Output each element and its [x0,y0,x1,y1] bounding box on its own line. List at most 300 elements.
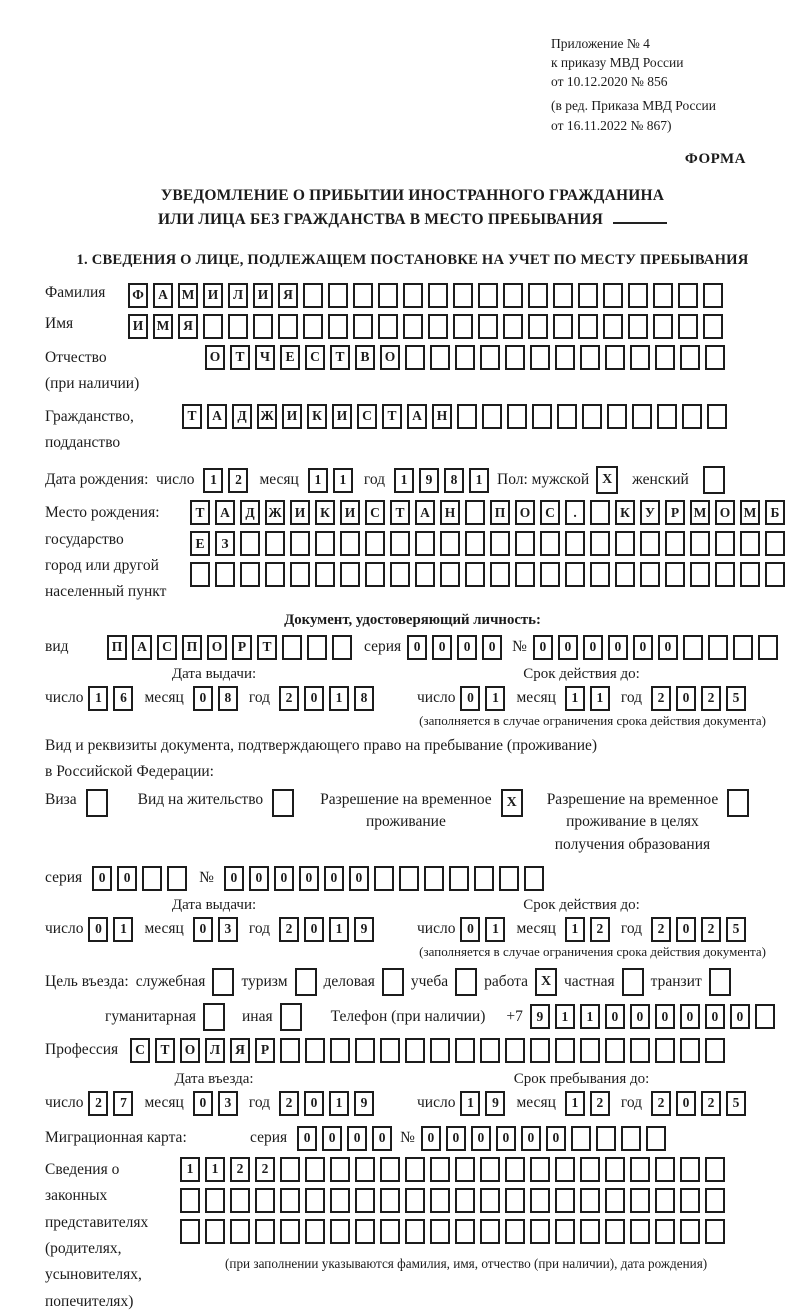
char-cell[interactable] [553,283,573,308]
char-cell[interactable] [515,531,535,556]
char-cell[interactable] [480,1219,500,1244]
char-cell[interactable]: 0 [482,635,502,660]
char-cell[interactable]: Т [382,404,402,429]
char-cell[interactable] [630,1038,650,1063]
char-cell[interactable]: О [515,500,535,525]
char-cell[interactable]: 1 [469,468,489,493]
char-cell[interactable] [478,283,498,308]
purpose-study-checkbox[interactable] [455,968,477,996]
char-cell[interactable] [646,1126,666,1151]
char-cell[interactable] [505,345,525,370]
char-cell[interactable] [355,1157,375,1182]
char-cell[interactable] [280,1157,300,1182]
char-cell[interactable]: Т [330,345,350,370]
char-cell[interactable] [680,345,700,370]
char-cell[interactable]: К [615,500,635,525]
char-cell[interactable] [680,1157,700,1182]
char-cell[interactable]: И [128,314,148,339]
char-cell[interactable]: Б [765,500,785,525]
char-cell[interactable]: 1 [88,686,108,711]
char-cell[interactable]: 0 [304,1091,324,1116]
char-cell[interactable]: 1 [555,1004,575,1029]
char-cell[interactable] [465,562,485,587]
char-cell[interactable]: 5 [726,917,746,942]
char-cell[interactable] [205,1188,225,1213]
char-cell[interactable] [430,345,450,370]
char-cell[interactable] [690,562,710,587]
char-cell[interactable] [621,1126,641,1151]
char-cell[interactable] [657,404,677,429]
char-cell[interactable] [540,562,560,587]
char-cell[interactable] [457,404,477,429]
char-cell[interactable] [630,345,650,370]
char-cell[interactable]: 0 [558,635,578,660]
char-cell[interactable]: 0 [471,1126,491,1151]
char-cell[interactable] [655,1219,675,1244]
char-cell[interactable]: 5 [726,686,746,711]
char-cell[interactable]: П [107,635,127,660]
char-cell[interactable] [682,404,702,429]
char-cell[interactable] [482,404,502,429]
char-cell[interactable] [708,635,728,660]
char-cell[interactable] [453,283,473,308]
char-cell[interactable]: 1 [485,686,505,711]
char-cell[interactable] [655,345,675,370]
char-cell[interactable] [167,866,187,891]
char-cell[interactable] [190,562,210,587]
char-cell[interactable] [615,562,635,587]
char-cell[interactable] [255,1188,275,1213]
char-cell[interactable] [332,635,352,660]
char-cell[interactable]: 0 [421,1126,441,1151]
char-cell[interactable] [330,1188,350,1213]
char-cell[interactable] [240,531,260,556]
char-cell[interactable] [390,531,410,556]
char-cell[interactable] [305,1157,325,1182]
char-cell[interactable] [380,1157,400,1182]
char-cell[interactable] [505,1038,525,1063]
char-cell[interactable]: 1 [205,1157,225,1182]
char-cell[interactable] [353,314,373,339]
char-cell[interactable] [580,1157,600,1182]
char-cell[interactable] [582,404,602,429]
char-cell[interactable] [403,283,423,308]
char-cell[interactable]: Т [155,1038,175,1063]
char-cell[interactable]: 0 [249,866,269,891]
char-cell[interactable] [474,866,494,891]
char-cell[interactable] [632,404,652,429]
char-cell[interactable] [180,1188,200,1213]
char-cell[interactable] [705,1219,725,1244]
char-cell[interactable] [330,1157,350,1182]
char-cell[interactable] [605,1038,625,1063]
char-cell[interactable]: 0 [605,1004,625,1029]
char-cell[interactable] [499,866,519,891]
char-cell[interactable] [715,562,735,587]
char-cell[interactable] [440,531,460,556]
char-cell[interactable]: 0 [193,1091,213,1116]
char-cell[interactable] [378,283,398,308]
char-cell[interactable] [678,283,698,308]
char-cell[interactable]: Н [440,500,460,525]
char-cell[interactable] [280,1038,300,1063]
char-cell[interactable] [557,404,577,429]
char-cell[interactable] [440,562,460,587]
char-cell[interactable]: М [690,500,710,525]
char-cell[interactable]: 0 [457,635,477,660]
char-cell[interactable] [690,531,710,556]
char-cell[interactable]: С [157,635,177,660]
char-cell[interactable] [480,345,500,370]
char-cell[interactable]: 1 [333,468,353,493]
char-cell[interactable] [330,1219,350,1244]
char-cell[interactable]: 0 [88,917,108,942]
char-cell[interactable]: 2 [701,917,721,942]
purpose-transit-checkbox[interactable] [709,968,731,996]
char-cell[interactable] [403,314,423,339]
char-cell[interactable] [580,1219,600,1244]
char-cell[interactable] [630,1219,650,1244]
char-cell[interactable] [590,531,610,556]
char-cell[interactable] [280,1219,300,1244]
char-cell[interactable] [405,1188,425,1213]
char-cell[interactable] [355,1219,375,1244]
char-cell[interactable] [553,314,573,339]
char-cell[interactable] [380,1219,400,1244]
char-cell[interactable]: 0 [274,866,294,891]
char-cell[interactable] [578,283,598,308]
char-cell[interactable] [555,1038,575,1063]
char-cell[interactable]: 2 [701,1091,721,1116]
char-cell[interactable]: 8 [218,686,238,711]
char-cell[interactable]: 0 [117,866,137,891]
char-cell[interactable] [755,1004,775,1029]
char-cell[interactable]: И [282,404,302,429]
char-cell[interactable]: 1 [565,686,585,711]
char-cell[interactable]: 7 [113,1091,133,1116]
char-cell[interactable]: Н [432,404,452,429]
char-cell[interactable] [490,562,510,587]
char-cell[interactable] [455,1038,475,1063]
char-cell[interactable]: 2 [279,686,299,711]
char-cell[interactable]: И [203,283,223,308]
char-cell[interactable] [380,1188,400,1213]
char-cell[interactable]: 0 [322,1126,342,1151]
char-cell[interactable] [328,314,348,339]
char-cell[interactable]: Ч [255,345,275,370]
char-cell[interactable]: 0 [633,635,653,660]
char-cell[interactable]: 1 [460,1091,480,1116]
char-cell[interactable]: 2 [651,686,671,711]
char-cell[interactable] [378,314,398,339]
char-cell[interactable] [424,866,444,891]
char-cell[interactable] [353,283,373,308]
char-cell[interactable]: С [365,500,385,525]
char-cell[interactable] [290,562,310,587]
char-cell[interactable]: 1 [329,686,349,711]
sex-female-checkbox[interactable] [703,466,725,494]
char-cell[interactable]: С [130,1038,150,1063]
char-cell[interactable]: А [207,404,227,429]
char-cell[interactable]: И [340,500,360,525]
char-cell[interactable] [653,283,673,308]
char-cell[interactable]: 0 [730,1004,750,1029]
char-cell[interactable] [530,345,550,370]
char-cell[interactable] [528,283,548,308]
char-cell[interactable] [405,345,425,370]
char-cell[interactable]: 2 [590,1091,610,1116]
char-cell[interactable] [215,562,235,587]
char-cell[interactable] [665,531,685,556]
char-cell[interactable]: Т [182,404,202,429]
char-cell[interactable] [590,500,610,525]
char-cell[interactable]: А [407,404,427,429]
char-cell[interactable] [653,314,673,339]
char-cell[interactable]: 2 [228,468,248,493]
char-cell[interactable] [528,314,548,339]
char-cell[interactable]: 9 [530,1004,550,1029]
char-cell[interactable]: Д [240,500,260,525]
char-cell[interactable] [455,1188,475,1213]
char-cell[interactable] [303,283,323,308]
char-cell[interactable]: 8 [354,686,374,711]
char-cell[interactable] [630,1188,650,1213]
char-cell[interactable] [628,283,648,308]
char-cell[interactable]: 0 [224,866,244,891]
char-cell[interactable]: 0 [676,917,696,942]
char-cell[interactable]: Я [178,314,198,339]
char-cell[interactable] [430,1038,450,1063]
char-cell[interactable] [390,562,410,587]
char-cell[interactable] [565,562,585,587]
char-cell[interactable]: Я [278,283,298,308]
char-cell[interactable]: 0 [676,686,696,711]
char-cell[interactable]: 1 [113,917,133,942]
char-cell[interactable]: 0 [705,1004,725,1029]
char-cell[interactable] [465,531,485,556]
char-cell[interactable] [465,500,485,525]
char-cell[interactable] [449,866,469,891]
char-cell[interactable]: 0 [630,1004,650,1029]
char-cell[interactable]: 0 [92,866,112,891]
char-cell[interactable] [605,1188,625,1213]
char-cell[interactable] [680,1219,700,1244]
char-cell[interactable] [180,1219,200,1244]
char-cell[interactable] [555,1157,575,1182]
char-cell[interactable] [278,314,298,339]
char-cell[interactable] [703,314,723,339]
visa-checkbox[interactable] [86,789,108,817]
char-cell[interactable]: О [207,635,227,660]
purpose-other-checkbox[interactable] [280,1003,302,1031]
char-cell[interactable]: 2 [651,917,671,942]
char-cell[interactable]: В [355,345,375,370]
char-cell[interactable]: О [205,345,225,370]
char-cell[interactable] [303,314,323,339]
char-cell[interactable]: 2 [279,1091,299,1116]
char-cell[interactable] [480,1188,500,1213]
char-cell[interactable]: У [640,500,660,525]
char-cell[interactable] [265,562,285,587]
char-cell[interactable]: С [305,345,325,370]
char-cell[interactable] [305,1188,325,1213]
char-cell[interactable] [374,866,394,891]
char-cell[interactable]: 0 [608,635,628,660]
char-cell[interactable]: 0 [193,686,213,711]
char-cell[interactable]: Т [190,500,210,525]
char-cell[interactable] [565,531,585,556]
char-cell[interactable] [380,1038,400,1063]
char-cell[interactable] [678,314,698,339]
char-cell[interactable] [640,562,660,587]
char-cell[interactable] [305,1219,325,1244]
char-cell[interactable] [355,1038,375,1063]
edu-permit-checkbox[interactable] [727,789,749,817]
char-cell[interactable] [530,1157,550,1182]
char-cell[interactable] [480,1038,500,1063]
char-cell[interactable] [415,531,435,556]
char-cell[interactable] [455,1219,475,1244]
char-cell[interactable] [605,345,625,370]
char-cell[interactable]: 0 [521,1126,541,1151]
char-cell[interactable] [680,1038,700,1063]
char-cell[interactable] [707,404,727,429]
char-cell[interactable] [503,283,523,308]
char-cell[interactable] [405,1219,425,1244]
purpose-business-checkbox[interactable] [382,968,404,996]
char-cell[interactable]: П [490,500,510,525]
char-cell[interactable]: 1 [329,917,349,942]
char-cell[interactable]: 6 [113,686,133,711]
char-cell[interactable]: С [357,404,377,429]
char-cell[interactable]: А [415,500,435,525]
char-cell[interactable] [705,1188,725,1213]
char-cell[interactable] [505,1188,525,1213]
char-cell[interactable]: 0 [349,866,369,891]
sex-male-checkbox[interactable]: X [596,466,618,494]
char-cell[interactable]: 0 [304,917,324,942]
char-cell[interactable] [490,531,510,556]
char-cell[interactable]: 1 [180,1157,200,1182]
char-cell[interactable] [571,1126,591,1151]
char-cell[interactable] [455,1157,475,1182]
purpose-official-checkbox[interactable] [212,968,234,996]
char-cell[interactable]: 2 [590,917,610,942]
char-cell[interactable]: 1 [308,468,328,493]
char-cell[interactable] [230,1219,250,1244]
char-cell[interactable] [478,314,498,339]
char-cell[interactable] [142,866,162,891]
char-cell[interactable] [265,531,285,556]
char-cell[interactable] [515,562,535,587]
char-cell[interactable]: М [740,500,760,525]
char-cell[interactable]: 0 [297,1126,317,1151]
char-cell[interactable]: И [290,500,310,525]
char-cell[interactable]: А [153,283,173,308]
char-cell[interactable] [605,1219,625,1244]
char-cell[interactable] [405,1038,425,1063]
char-cell[interactable]: Т [230,345,250,370]
char-cell[interactable] [430,1188,450,1213]
char-cell[interactable] [605,1157,625,1182]
char-cell[interactable] [255,1219,275,1244]
char-cell[interactable]: А [215,500,235,525]
char-cell[interactable] [530,1188,550,1213]
char-cell[interactable] [655,1188,675,1213]
char-cell[interactable] [430,1157,450,1182]
char-cell[interactable]: 0 [432,635,452,660]
char-cell[interactable]: 9 [354,917,374,942]
char-cell[interactable] [405,1157,425,1182]
char-cell[interactable]: 2 [279,917,299,942]
char-cell[interactable]: 0 [655,1004,675,1029]
char-cell[interactable] [503,314,523,339]
char-cell[interactable] [453,314,473,339]
char-cell[interactable] [590,562,610,587]
char-cell[interactable]: 9 [485,1091,505,1116]
char-cell[interactable] [615,531,635,556]
char-cell[interactable] [705,1157,725,1182]
char-cell[interactable] [480,1157,500,1182]
purpose-work-checkbox[interactable]: X [535,968,557,996]
char-cell[interactable]: Т [257,635,277,660]
char-cell[interactable]: 0 [680,1004,700,1029]
char-cell[interactable] [280,1188,300,1213]
char-cell[interactable]: 0 [676,1091,696,1116]
char-cell[interactable] [603,314,623,339]
char-cell[interactable]: 3 [218,1091,238,1116]
char-cell[interactable]: Л [228,283,248,308]
char-cell[interactable] [580,1188,600,1213]
char-cell[interactable] [665,562,685,587]
char-cell[interactable]: Р [665,500,685,525]
char-cell[interactable] [758,635,778,660]
char-cell[interactable] [365,562,385,587]
char-cell[interactable] [683,635,703,660]
char-cell[interactable]: Ф [128,283,148,308]
char-cell[interactable] [680,1188,700,1213]
char-cell[interactable]: 0 [658,635,678,660]
char-cell[interactable]: 5 [726,1091,746,1116]
char-cell[interactable] [290,531,310,556]
char-cell[interactable] [578,314,598,339]
char-cell[interactable] [765,531,785,556]
char-cell[interactable] [355,1188,375,1213]
char-cell[interactable] [532,404,552,429]
char-cell[interactable]: 0 [324,866,344,891]
purpose-humanitarian-checkbox[interactable] [203,1003,225,1031]
char-cell[interactable]: 1 [329,1091,349,1116]
char-cell[interactable] [715,531,735,556]
char-cell[interactable] [340,531,360,556]
char-cell[interactable] [282,635,302,660]
char-cell[interactable] [328,283,348,308]
char-cell[interactable] [640,531,660,556]
char-cell[interactable]: 0 [407,635,427,660]
char-cell[interactable] [655,1038,675,1063]
char-cell[interactable]: 0 [446,1126,466,1151]
char-cell[interactable] [415,562,435,587]
char-cell[interactable] [555,345,575,370]
char-cell[interactable]: 0 [546,1126,566,1151]
char-cell[interactable]: 0 [299,866,319,891]
char-cell[interactable]: А [132,635,152,660]
residence-checkbox[interactable] [272,789,294,817]
char-cell[interactable]: И [253,283,273,308]
purpose-private-checkbox[interactable] [622,968,644,996]
char-cell[interactable]: 1 [565,1091,585,1116]
char-cell[interactable]: 2 [88,1091,108,1116]
